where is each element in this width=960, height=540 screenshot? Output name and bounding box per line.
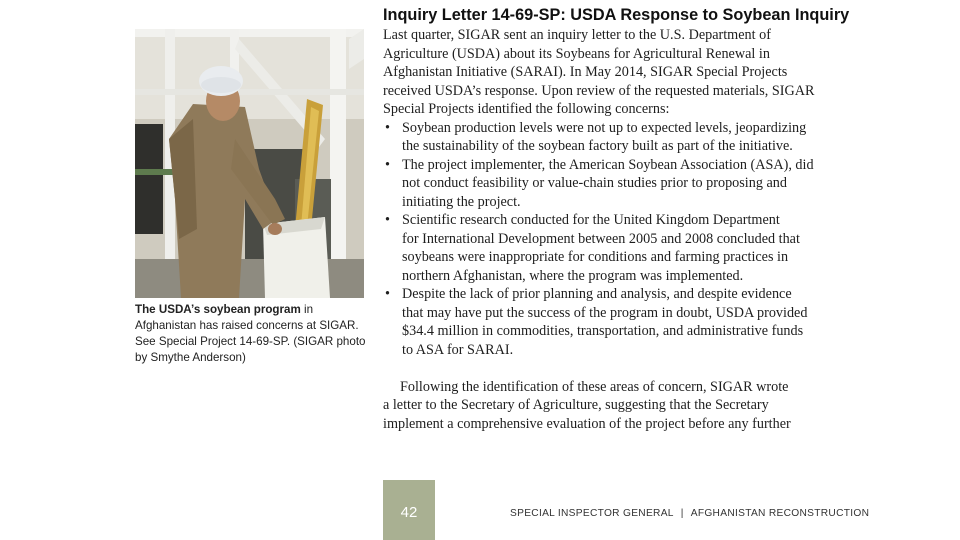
concern-line: Scientific research conducted for the United Kingdom Department bbox=[402, 212, 780, 228]
concern-line: The project implementer, the American Soybean Association (ASA), did bbox=[402, 156, 814, 173]
article-title: Inquiry Letter 14-69-SP: USDA Response to Soybean Inquiry bbox=[383, 6, 850, 24]
closing-paragraph bbox=[383, 378, 849, 434]
running-footer bbox=[510, 508, 869, 519]
concern-item bbox=[383, 211, 849, 285]
concern-line: the sustainability of the soybean factory built as part of the initiative. bbox=[402, 138, 793, 154]
concerns-list bbox=[383, 119, 849, 360]
closing-line: Following the identification of these areas of concern, SIGAR wrote bbox=[400, 378, 789, 395]
photo-caption bbox=[135, 302, 367, 366]
concern-line: Despite the lack of prior planning and analysis, and despite evidence bbox=[402, 286, 792, 302]
concern-item bbox=[383, 156, 849, 212]
concern-line: $34.4 million in commodities, transportation, and administrative funds bbox=[402, 323, 804, 339]
footer-right: AFGHANISTAN RECONSTRUCTION bbox=[690, 508, 870, 519]
bullet-icon: • bbox=[385, 156, 390, 173]
concern-item bbox=[383, 285, 849, 359]
concern-line: northern Afghanistan, where the program was implemented. bbox=[402, 267, 744, 284]
concern-line: to ASA for SARAI. bbox=[402, 341, 514, 358]
caption-bold-lead: The USDA’s soybean program bbox=[135, 303, 301, 316]
concern-line: not conduct feasibility or value-chain studies prior to proposing and bbox=[402, 175, 787, 191]
intro-paragraph bbox=[383, 26, 849, 119]
concern-line: Soybean production levels were not up to expected levels, jeopardizing bbox=[402, 119, 807, 136]
caption-line-2: Afghanistan has raised concerns at SIGAR. bbox=[135, 319, 359, 332]
caption-line-3: See Special Project 14-69-SP. (SIGAR photo bbox=[135, 335, 366, 348]
bullet-icon: • bbox=[385, 286, 390, 302]
concern-line: soybeans were inappropriate for conditions and farming practices in bbox=[402, 249, 789, 265]
intro-line: Agriculture (USDA) about its Soybeans for Agricultural Renewal in bbox=[383, 45, 770, 62]
intro-line: received USDA’s response. Upon review of the requested materials, SIGAR bbox=[383, 82, 815, 99]
article-body bbox=[383, 26, 849, 433]
soybean-factory-photo bbox=[135, 29, 364, 298]
concern-item bbox=[383, 119, 849, 156]
intro-line: Special Projects identified the following concerns: bbox=[383, 101, 670, 117]
concern-line: for International Development between 2005 and 2008 concluded that bbox=[402, 230, 800, 247]
page-number-box bbox=[383, 480, 435, 540]
footer-separator: | bbox=[680, 508, 684, 519]
bullet-icon: • bbox=[385, 212, 390, 228]
concern-line: that may have put the success of the program in doubt, USDA provided bbox=[402, 304, 808, 321]
concern-line: initiating the project. bbox=[402, 193, 521, 210]
intro-line: Last quarter, SIGAR sent an inquiry letter to the U.S. Department of bbox=[383, 27, 771, 43]
closing-line: implement a comprehensive evaluation of the project before any further bbox=[383, 415, 791, 432]
caption-line-1: in bbox=[300, 303, 314, 316]
intro-line: Afghanistan Initiative (SARAI). In May 2014, SIGAR Special Projects bbox=[383, 64, 788, 80]
caption-line-4: by Smythe Anderson) bbox=[135, 351, 246, 364]
footer-left: SPECIAL INSPECTOR GENERAL bbox=[510, 508, 674, 519]
photo-illustration bbox=[135, 29, 364, 298]
page-number: 42 bbox=[400, 504, 418, 521]
closing-line: a letter to the Secretary of Agriculture, suggesting that the Secretary bbox=[383, 397, 769, 413]
bullet-icon: • bbox=[385, 119, 390, 136]
